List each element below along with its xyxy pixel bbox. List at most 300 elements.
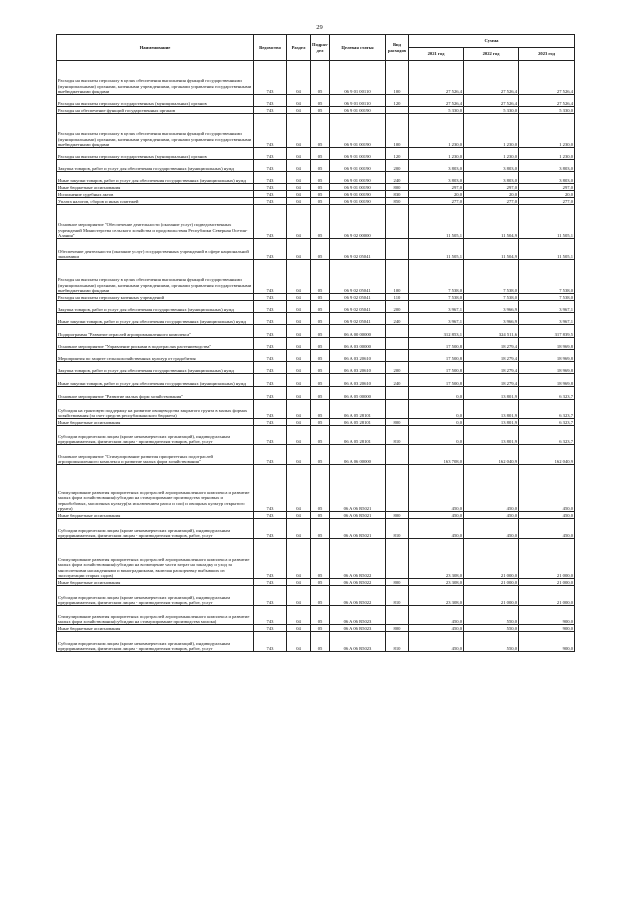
cell-name: Закупка товаров, работ и услуг для обеспечения государственных (муниципальных) нужд [57, 362, 254, 374]
cell-2021: 3 803,0 [409, 160, 464, 172]
cell-2022: 18 279,4 [464, 362, 519, 374]
header-2021: 2021 год [409, 48, 464, 61]
cell-podrazdel: 05 [311, 362, 330, 374]
cell-2022: 18 279,4 [464, 338, 519, 350]
cell-vid [386, 338, 409, 350]
cell-2023: 21 000,0 [519, 586, 575, 606]
cell-vedomstvo: 743 [254, 325, 287, 338]
cell-2023: 900,0 [519, 606, 575, 625]
cell-name: Субсидии юридическим лицам (кроме некоммерческих организаций), индивидуальным предпринимателям, физическим лицам - производителям товаров, работ, услуг [57, 632, 254, 652]
cell-2021: 450,0 [409, 625, 464, 632]
cell-podrazdel: 05 [311, 512, 330, 519]
cell-statya: 06 A 05 28101 [330, 426, 386, 445]
cell-2023: 1 230,0 [519, 148, 575, 160]
cell-name: Основное мероприятие "Управление рисками в подотраслях растениеводства" [57, 338, 254, 350]
cell-vedomstvo: 743 [254, 606, 287, 625]
cell-razdel: 04 [287, 313, 311, 325]
cell-name: Уплата налогов, сборов и иных платежей [57, 198, 254, 205]
cell-podrazdel: 05 [311, 114, 330, 148]
cell-vid: 810 [386, 519, 409, 539]
cell-2023: 20,0 [519, 191, 575, 198]
cell-statya: 06 9 01 00190 [330, 148, 386, 160]
cell-2021: 163 708,0 [409, 445, 464, 465]
cell-razdel: 04 [287, 387, 311, 400]
cell-podrazdel: 05 [311, 205, 330, 239]
cell-vedomstvo: 743 [254, 387, 287, 400]
cell-razdel: 04 [287, 148, 311, 160]
cell-name: Расходы на выплаты персоналу государственных (муниципальных) органов [57, 148, 254, 160]
table-row [57, 539, 575, 579]
cell-name: Стимулирование развития приоритетных подотраслей агропромышленного комплекса и развитие малых форм хозяйствования(субсидии на возмещение части затрат на закладку и уход за многолетними насаждениями и виноградниками, включая раскорчевку выбывших из эксплуатации старых садов) [57, 539, 254, 579]
cell-vedomstvo: 743 [254, 586, 287, 606]
cell-2022: 27 526,4 [464, 95, 519, 107]
cell-2022: 18 279,4 [464, 374, 519, 387]
table-row [57, 301, 575, 313]
cell-vedomstvo: 743 [254, 512, 287, 519]
cell-name: Иные бюджетные ассигнования [57, 419, 254, 426]
page-number: 29 [316, 24, 323, 31]
cell-vid: 100 [386, 114, 409, 148]
cell-vedomstvo: 743 [254, 198, 287, 205]
table-row [57, 205, 575, 239]
table-row [57, 95, 575, 107]
table-row [57, 198, 575, 205]
cell-razdel: 04 [287, 107, 311, 114]
header-vid: Вид расходов [386, 35, 409, 61]
cell-2021: 3 967,1 [409, 313, 464, 325]
cell-2023: 1 230,0 [519, 114, 575, 148]
cell-2023: 162 040,9 [519, 445, 575, 465]
cell-vedomstvo: 743 [254, 625, 287, 632]
cell-podrazdel: 05 [311, 239, 330, 260]
cell-vid [386, 539, 409, 579]
cell-2021: 450,0 [409, 632, 464, 652]
cell-2023: 18 969,8 [519, 362, 575, 374]
cell-name: Обеспечение деятельности (оказание услуг) государственных учреждений в сфере национальной экономики [57, 239, 254, 260]
cell-razdel: 04 [287, 374, 311, 387]
table-row [57, 362, 575, 374]
cell-name: Иные закупки товаров, работ и услуг для обеспечения государственных (муниципальных) нужд [57, 313, 254, 325]
cell-podrazdel: 05 [311, 350, 330, 362]
header-razdel: Раздел [287, 35, 311, 61]
cell-2022: 3 803,0 [464, 172, 519, 184]
cell-statya: 06 A 03 20610 [330, 374, 386, 387]
cell-name: Субсидии юридическим лицам (кроме некоммерческих организаций), индивидуальным предпринимателям, физическим лицам - производителям товаров, работ, услуг [57, 426, 254, 445]
cell-2023: 450,0 [519, 465, 575, 512]
cell-podrazdel: 05 [311, 586, 330, 606]
cell-2021: 1 230,0 [409, 114, 464, 148]
cell-2022: 7 538,0 [464, 260, 519, 294]
table-row [57, 445, 575, 465]
cell-2021: 0,0 [409, 419, 464, 426]
cell-razdel: 04 [287, 586, 311, 606]
cell-2022: 13 801,9 [464, 419, 519, 426]
cell-name: Расходы на обеспечение функций государственных органов [57, 107, 254, 114]
cell-name: Мероприятия по защите сельскохозяйственных культур от градобития [57, 350, 254, 362]
cell-2021: 297,0 [409, 184, 464, 191]
cell-podrazdel: 05 [311, 61, 330, 95]
table-row [57, 400, 575, 419]
cell-2022: 297,0 [464, 184, 519, 191]
cell-vedomstvo: 743 [254, 426, 287, 445]
cell-vedomstvo: 743 [254, 362, 287, 374]
cell-vedomstvo: 743 [254, 445, 287, 465]
cell-2023: 450,0 [519, 519, 575, 539]
cell-vedomstvo: 743 [254, 160, 287, 172]
cell-name: Основное мероприятие "Развитие малых форм хозяйствования" [57, 387, 254, 400]
cell-podrazdel: 05 [311, 426, 330, 445]
cell-name: Стимулирование развития приоритетных подотраслей агропромышленного комплекса и развитие малых форм хозяйствования(субсидии на стимулирование производства молока) [57, 606, 254, 625]
table-row [57, 239, 575, 260]
cell-2023: 7 538,0 [519, 260, 575, 294]
cell-statya: 06 9 02 05041 [330, 239, 386, 260]
cell-podrazdel: 05 [311, 387, 330, 400]
cell-vedomstvo: 743 [254, 374, 287, 387]
cell-vid: 110 [386, 294, 409, 301]
cell-razdel: 04 [287, 191, 311, 198]
cell-razdel: 04 [287, 325, 311, 338]
cell-razdel: 04 [287, 362, 311, 374]
cell-name: Расходы на выплаты персоналу в целях обеспечения выполнения функций государственными (муниципальными) органами, казенными учреждениями, органами управления государственными внебюджетными фондами [57, 61, 254, 95]
cell-vid [386, 239, 409, 260]
cell-statya: 06 A 00 00000 [330, 325, 386, 338]
cell-statya: 06 9 01 00110 [330, 61, 386, 95]
cell-name: Иные бюджетные ассигнования [57, 579, 254, 586]
cell-2023: 21 000,0 [519, 579, 575, 586]
cell-name: Расходы на выплаты персоналу в целях обеспечения выполнения функций государственными (муниципальными) органами, казенными учреждениями, органами управления государственными внебюджетными фондами [57, 260, 254, 294]
cell-vid [386, 205, 409, 239]
cell-podrazdel: 05 [311, 107, 330, 114]
cell-podrazdel: 05 [311, 313, 330, 325]
table-row [57, 419, 575, 426]
cell-2022: 13 801,9 [464, 426, 519, 445]
header-podrazdel: Подраз-дел [311, 35, 330, 61]
table-row [57, 148, 575, 160]
cell-2023: 317 839,5 [519, 325, 575, 338]
cell-name: Основное мероприятие "Обеспечение деятельности (оказание услуг) подведомственных учреждений Министерства сельского хозяйства и продовольствия Республики Северная Осетия-Алания" [57, 205, 254, 239]
cell-statya: 06 9 02 05041 [330, 260, 386, 294]
cell-vid [386, 445, 409, 465]
cell-vid: 800 [386, 512, 409, 519]
cell-razdel: 04 [287, 419, 311, 426]
cell-razdel: 04 [287, 519, 311, 539]
cell-2021: 7 538,0 [409, 260, 464, 294]
cell-statya: 06 A 06 R5021 [330, 519, 386, 539]
cell-2023: 11 505,1 [519, 239, 575, 260]
cell-podrazdel: 05 [311, 632, 330, 652]
cell-2022: 21 000,0 [464, 539, 519, 579]
cell-2022: 13 801,9 [464, 387, 519, 400]
table-row [57, 632, 575, 652]
cell-vedomstvo: 743 [254, 465, 287, 512]
cell-vedomstvo: 743 [254, 184, 287, 191]
cell-podrazdel: 05 [311, 338, 330, 350]
cell-2021: 23 308,0 [409, 579, 464, 586]
cell-vid: 240 [386, 172, 409, 184]
cell-vid: 800 [386, 625, 409, 632]
cell-2023: 3 803,0 [519, 160, 575, 172]
table-row [57, 374, 575, 387]
header-statya: Целевая статья [330, 35, 386, 61]
cell-2022: 450,0 [464, 512, 519, 519]
header-2022: 2022 год [464, 48, 519, 61]
cell-statya: 06 9 01 00190 [330, 114, 386, 148]
table-row [57, 61, 575, 95]
cell-razdel: 04 [287, 632, 311, 652]
cell-name: Исполнение судебных актов [57, 191, 254, 198]
cell-vid: 800 [386, 184, 409, 191]
cell-2021: 5 330,0 [409, 107, 464, 114]
cell-name: Иные закупки товаров, работ и услуг для обеспечения государственных (муниципальных) нужд [57, 172, 254, 184]
cell-name: Расходы на выплаты персоналу казенных учреждений [57, 294, 254, 301]
cell-2022: 1 230,0 [464, 148, 519, 160]
cell-statya: 06 9 01 00190 [330, 107, 386, 114]
cell-2022: 550,0 [464, 606, 519, 625]
cell-razdel: 04 [287, 260, 311, 294]
cell-razdel: 04 [287, 294, 311, 301]
cell-vedomstvo: 743 [254, 239, 287, 260]
cell-podrazdel: 05 [311, 325, 330, 338]
cell-vid: 810 [386, 426, 409, 445]
cell-vid: 800 [386, 579, 409, 586]
cell-2022: 21 000,0 [464, 586, 519, 606]
cell-2021: 450,0 [409, 519, 464, 539]
cell-statya: 06 A 03 20610 [330, 362, 386, 374]
cell-podrazdel: 05 [311, 148, 330, 160]
cell-vid [386, 465, 409, 512]
cell-2022: 1 230,0 [464, 114, 519, 148]
cell-2023: 900,0 [519, 632, 575, 652]
cell-podrazdel: 05 [311, 95, 330, 107]
cell-statya: 06 9 01 00110 [330, 95, 386, 107]
cell-name: Закупка товаров, работ и услуг для обеспечения государственных (муниципальных) нужд [57, 301, 254, 313]
cell-vedomstvo: 743 [254, 191, 287, 198]
cell-razdel: 04 [287, 350, 311, 362]
cell-statya: 06 A 03 20610 [330, 350, 386, 362]
table-row [57, 606, 575, 625]
cell-razdel: 04 [287, 512, 311, 519]
cell-razdel: 04 [287, 172, 311, 184]
cell-razdel: 04 [287, 205, 311, 239]
cell-razdel: 04 [287, 184, 311, 191]
cell-name: Расходы на выплаты персоналу государственных (муниципальных) органов [57, 95, 254, 107]
cell-2022: 162 040,9 [464, 445, 519, 465]
cell-vedomstvo: 743 [254, 61, 287, 95]
cell-2023: 18 969,8 [519, 374, 575, 387]
cell-2023: 6 323,7 [519, 426, 575, 445]
table-row [57, 579, 575, 586]
cell-vid: 810 [386, 586, 409, 606]
cell-2022: 550,0 [464, 625, 519, 632]
cell-podrazdel: 05 [311, 419, 330, 426]
cell-2021: 450,0 [409, 512, 464, 519]
cell-statya: 06 A 06 R5023 [330, 606, 386, 625]
cell-razdel: 04 [287, 465, 311, 512]
table-row [57, 160, 575, 172]
cell-razdel: 04 [287, 114, 311, 148]
table-row [57, 338, 575, 350]
cell-statya: 06 A 06 R5023 [330, 632, 386, 652]
cell-razdel: 04 [287, 539, 311, 579]
cell-name: Иные бюджетные ассигнования [57, 625, 254, 632]
cell-2022: 5 330,0 [464, 107, 519, 114]
cell-razdel: 04 [287, 301, 311, 313]
cell-2023: 27 526,4 [519, 61, 575, 95]
cell-vedomstvo: 743 [254, 205, 287, 239]
cell-podrazdel: 05 [311, 160, 330, 172]
cell-statya: 06 9 01 00190 [330, 191, 386, 198]
cell-2022: 550,0 [464, 632, 519, 652]
cell-vedomstvo: 743 [254, 419, 287, 426]
cell-vedomstvo: 743 [254, 95, 287, 107]
cell-2021: 3 967,1 [409, 301, 464, 313]
cell-2021: 0,0 [409, 400, 464, 419]
cell-2022: 18 279,4 [464, 350, 519, 362]
cell-vedomstvo: 743 [254, 301, 287, 313]
cell-vedomstvo: 743 [254, 539, 287, 579]
cell-2021: 11 505,1 [409, 239, 464, 260]
cell-2023: 277,0 [519, 198, 575, 205]
cell-2021: 312 853,1 [409, 325, 464, 338]
cell-2023: 6 323,7 [519, 387, 575, 400]
cell-vid [386, 606, 409, 625]
table-row [57, 313, 575, 325]
cell-2021: 20,0 [409, 191, 464, 198]
cell-razdel: 04 [287, 160, 311, 172]
cell-2022: 277,0 [464, 198, 519, 205]
cell-2023: 7 538,0 [519, 294, 575, 301]
cell-vid: 810 [386, 632, 409, 652]
cell-2022: 450,0 [464, 465, 519, 512]
cell-podrazdel: 05 [311, 606, 330, 625]
table-row [57, 191, 575, 198]
cell-statya: 06 A 05 00000 [330, 387, 386, 400]
cell-2023: 18 969,8 [519, 350, 575, 362]
cell-vedomstvo: 743 [254, 519, 287, 539]
cell-2023: 6 323,7 [519, 400, 575, 419]
cell-vedomstvo: 743 [254, 294, 287, 301]
table-row [57, 172, 575, 184]
cell-vid [386, 107, 409, 114]
cell-vid: 800 [386, 419, 409, 426]
cell-2022: 21 000,0 [464, 579, 519, 586]
cell-vedomstvo: 743 [254, 114, 287, 148]
cell-vid [386, 387, 409, 400]
table-row [57, 512, 575, 519]
cell-razdel: 04 [287, 338, 311, 350]
cell-2021: 277,0 [409, 198, 464, 205]
cell-vid [386, 400, 409, 419]
cell-2023: 27 526,4 [519, 95, 575, 107]
cell-name: Иные бюджетные ассигнования [57, 184, 254, 191]
cell-name: Стимулирование развития приоритетных подотраслей агропромышленного комплекса и развитие малых форм хозяйствования(субсидии на стимулирование производства зерновых и зернобобовых, масличных культур(за исключением рапса и сои) и овощных культур открытого грунта) [57, 465, 254, 512]
cell-razdel: 04 [287, 426, 311, 445]
cell-2021: 450,0 [409, 606, 464, 625]
cell-statya: 06 A 06 R5021 [330, 512, 386, 519]
cell-razdel: 04 [287, 95, 311, 107]
cell-statya: 06 A 06 R5023 [330, 625, 386, 632]
cell-name: Основное мероприятие "Стимулирование развития приоритетных подотраслей агропромышленного комплекса и развитие малых форм хозяйствования" [57, 445, 254, 465]
cell-statya: 06 A 05 28101 [330, 400, 386, 419]
cell-vid: 120 [386, 95, 409, 107]
cell-name: Субсидии юридическим лицам (кроме некоммерческих организаций), индивидуальным предпринимателям, физическим лицам - производителям товаров, работ, услуг [57, 586, 254, 606]
cell-podrazdel: 05 [311, 172, 330, 184]
cell-podrazdel: 05 [311, 294, 330, 301]
cell-2023: 900,0 [519, 625, 575, 632]
table-row [57, 387, 575, 400]
cell-2023: 11 505,1 [519, 205, 575, 239]
cell-name: Иные закупки товаров, работ и услуг для обеспечения государственных (муниципальных) нужд [57, 374, 254, 387]
header-name: Наименование [57, 35, 254, 61]
cell-name: Субсидии юридическим лицам (кроме некоммерческих организаций), индивидуальным предпринимателям, физическим лицам - производителям товаров, работ, услуг [57, 519, 254, 539]
cell-vid: 200 [386, 362, 409, 374]
cell-statya: 06 A 05 28101 [330, 419, 386, 426]
cell-2023: 6 323,7 [519, 419, 575, 426]
cell-podrazdel: 05 [311, 625, 330, 632]
cell-2021: 11 505,1 [409, 205, 464, 239]
cell-vid: 830 [386, 191, 409, 198]
cell-vid: 100 [386, 260, 409, 294]
cell-podrazdel: 05 [311, 539, 330, 579]
cell-2023: 5 330,0 [519, 107, 575, 114]
cell-podrazdel: 05 [311, 465, 330, 512]
cell-podrazdel: 05 [311, 198, 330, 205]
cell-2022: 11 504,9 [464, 239, 519, 260]
cell-vedomstvo: 743 [254, 172, 287, 184]
cell-podrazdel: 05 [311, 445, 330, 465]
cell-2023: 3 967,1 [519, 301, 575, 313]
table-header [57, 35, 575, 61]
cell-2021: 17 500,8 [409, 362, 464, 374]
cell-vid: 240 [386, 313, 409, 325]
header-2023: 2023 год [519, 48, 575, 61]
cell-2022: 11 504,9 [464, 205, 519, 239]
cell-vid: 240 [386, 374, 409, 387]
cell-statya: 06 9 01 00190 [330, 172, 386, 184]
cell-podrazdel: 05 [311, 374, 330, 387]
table-row [57, 184, 575, 191]
cell-statya: 06 A 06 R5022 [330, 579, 386, 586]
cell-podrazdel: 05 [311, 400, 330, 419]
cell-2021: 27 526,4 [409, 61, 464, 95]
cell-2023: 297,0 [519, 184, 575, 191]
table-row [57, 107, 575, 114]
cell-podrazdel: 05 [311, 519, 330, 539]
cell-2021: 7 538,0 [409, 294, 464, 301]
cell-vid: 100 [386, 61, 409, 95]
table-row [57, 586, 575, 606]
cell-vedomstvo: 743 [254, 400, 287, 419]
cell-vid: 120 [386, 148, 409, 160]
cell-2022: 3 966,9 [464, 313, 519, 325]
cell-2022: 13 801,9 [464, 400, 519, 419]
table-row [57, 260, 575, 294]
header-vedomstvo: Ведомство [254, 35, 287, 61]
header-summa: Сумма [409, 35, 575, 48]
cell-vid: 200 [386, 301, 409, 313]
cell-vedomstvo: 743 [254, 148, 287, 160]
cell-razdel: 04 [287, 61, 311, 95]
cell-vid: 200 [386, 160, 409, 172]
cell-2021: 23 308,0 [409, 539, 464, 579]
cell-statya: 06 9 02 00000 [330, 205, 386, 239]
cell-statya: 06 A 03 00000 [330, 338, 386, 350]
cell-name: Закупка товаров, работ и услуг для обеспечения государственных (муниципальных) нужд [57, 160, 254, 172]
cell-vedomstvo: 743 [254, 632, 287, 652]
cell-statya: 06 9 01 00190 [330, 160, 386, 172]
cell-2023: 3 967,1 [519, 313, 575, 325]
cell-statya: 06 9 02 05041 [330, 313, 386, 325]
